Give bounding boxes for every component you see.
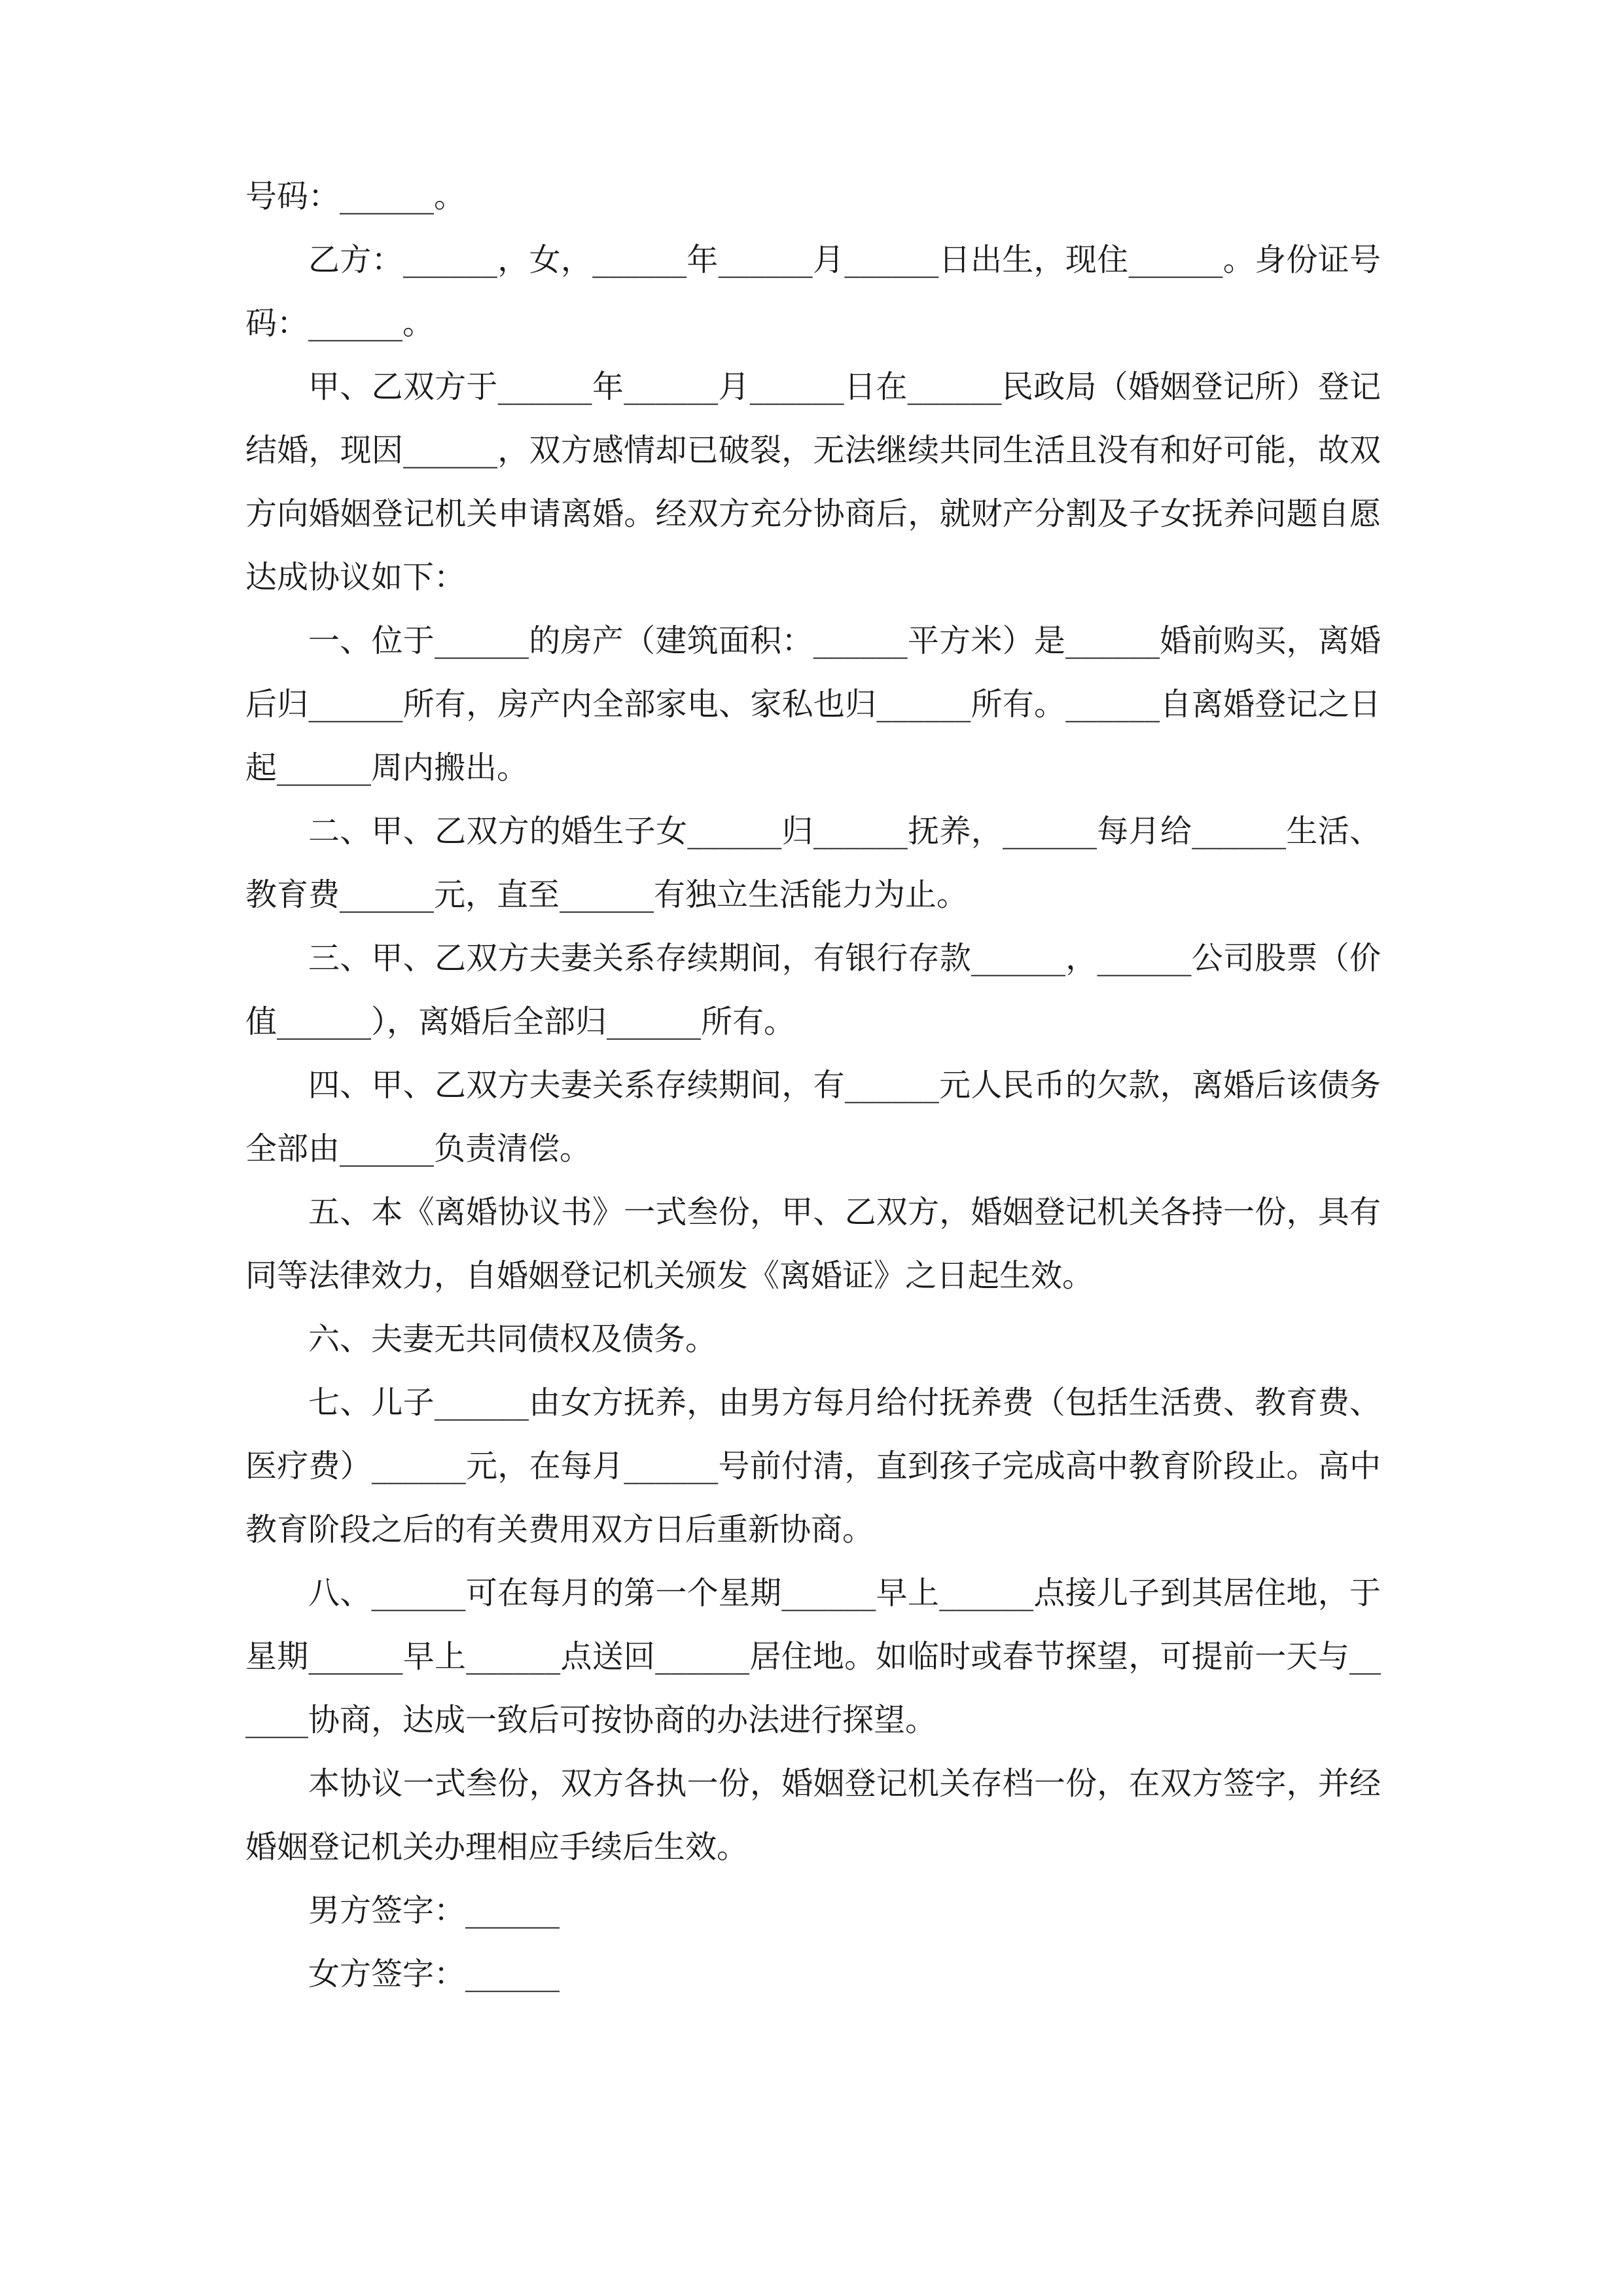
clause-8-visitation: 八、______可在每月的第一个星期______早上______点接儿子到其居住地，于星期______早上______点送回______居住地。如临时或春节探望，可提前一天与______协商，达成一致后可按协商的办法进行探望。 xyxy=(245,1575,1381,1738)
clause-1-property: 一、位于______的房产（建筑面积：______平方米）是______婚前购买，离婚后归______所有，房产内全部家电、家私也归______所有。______自离婚登记之日起______周内搬出。 xyxy=(245,622,1381,786)
clause-2-child-custody: 二、甲、乙双方的婚生子女______归______抚养，______每月给______生活、教育费______元，直至______有独立生活能力为止。 xyxy=(245,813,1381,913)
female-signature-line: 女方签字：______ xyxy=(308,1956,560,1992)
male-signature-line: 男方签字：______ xyxy=(308,1892,560,1929)
party-b-info: 乙方：______，女，______年______月______日出生，现住______。身份证号码：______。 xyxy=(245,242,1381,342)
clause-3-savings: 三、甲、乙双方夫妻关系存续期间，有银行存款______，______公司股票（价值______），离婚后全部归______所有。 xyxy=(245,940,1381,1040)
id-number-line-party-a: 号码：______。 xyxy=(245,178,466,215)
clause-6-claims: 六、夫妻无共同债权及债务。 xyxy=(308,1321,717,1357)
clause-4-debts: 四、甲、乙双方夫妻关系存续期间，有______元人民币的欠款，离婚后该债务全部由______负责清偿。 xyxy=(245,1067,1381,1167)
marriage-background: 甲、乙双方于______年______月______日在______民政局（婚姻登记所）登记结婚，现因______，双方感情却已破裂，无法继续共同生活且没有和好可能，故双方向婚姻登记机关申请离婚。经双方充分协商后，就财产分割及子女抚养问题自愿达成协议如下： xyxy=(245,368,1381,596)
clause-7-son-support: 七、儿子______由女方抚养，由男方每月给付抚养费（包括生活费、教育费、医疗费）______元，在每月______号前付清，直到孩子完成高中教育阶段止。高中教育阶段之后的有关费用双方日后重新协商。 xyxy=(245,1384,1381,1548)
clause-5-validity: 五、本《离婚协议书》一式叁份，甲、乙双方，婚姻登记机关各持一份，具有同等法律效力，自婚姻登记机关颁发《离婚证》之日起生效。 xyxy=(245,1194,1381,1294)
document-body xyxy=(245,165,1381,2006)
agreement-copies: 本协议一式叁份，双方各执一份，婚姻登记机关存档一份，在双方签字，并经婚姻登记机关办理相应手续后生效。 xyxy=(245,1765,1381,1865)
